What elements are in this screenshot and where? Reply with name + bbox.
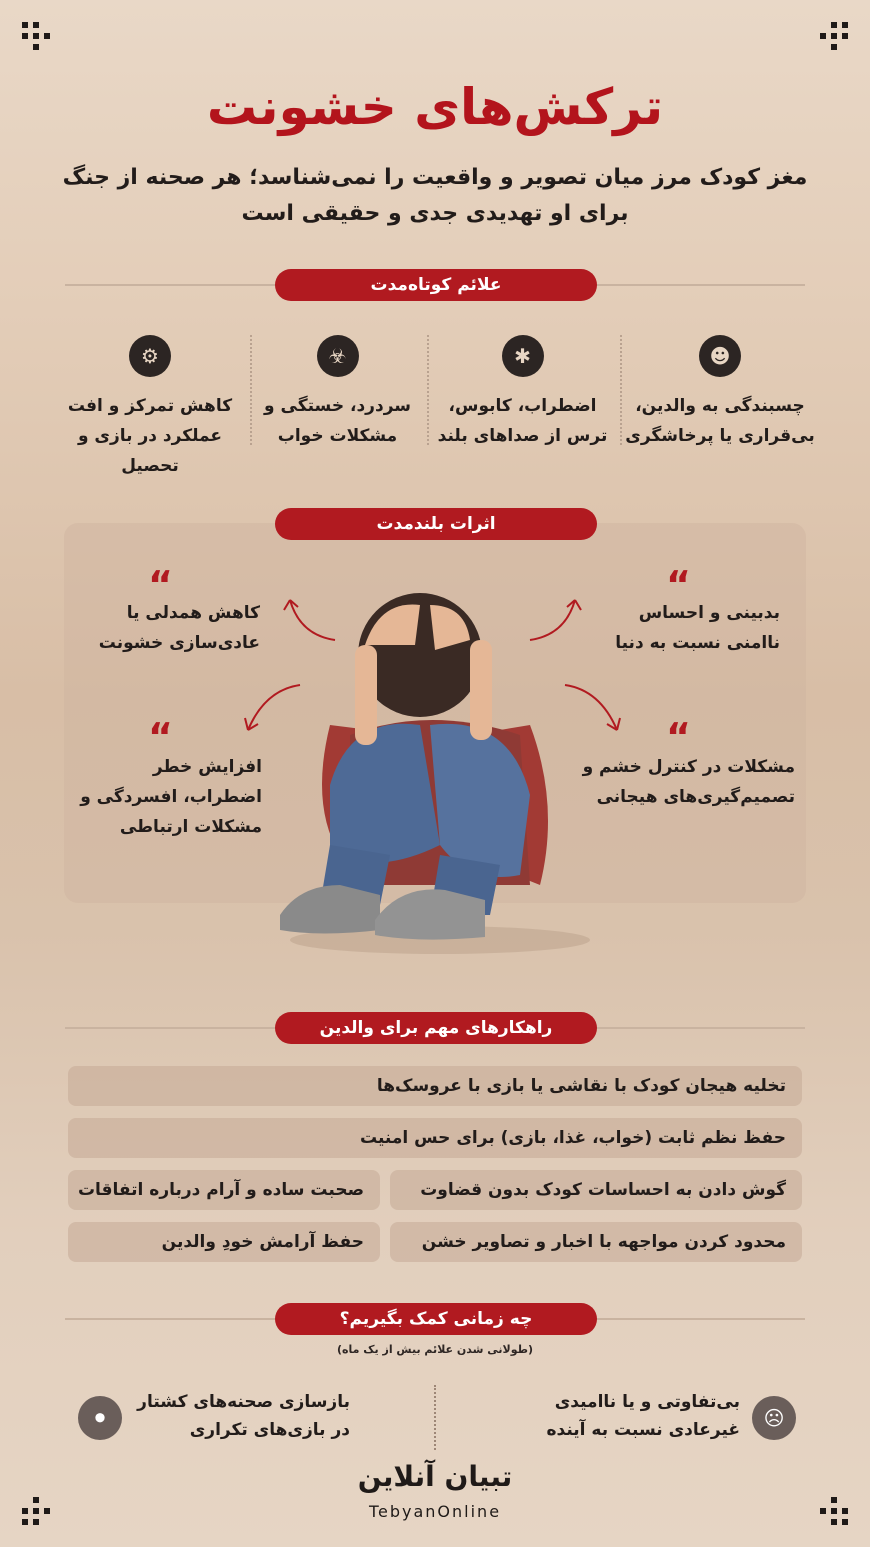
- arrow-decoration: [525, 585, 585, 645]
- effect-text: کاهش همدلی یا عادی‌سازی خشونت: [98, 603, 260, 653]
- dotted-divider: [434, 1385, 436, 1450]
- effect-text: مشکلات در کنترل خشم و تصمیم‌گیری‌های هیجانی: [582, 757, 795, 807]
- corner-ornament-top-left: [22, 22, 50, 50]
- help-item-text: بازسازی صحنه‌های کشتار در بازی‌های تکراری: [137, 1392, 350, 1440]
- hug-icon: ☻: [699, 335, 741, 377]
- symptom-item: [625, 335, 815, 451]
- sad-face-icon: ☹: [752, 1396, 796, 1440]
- quote-mark-icon: “: [148, 715, 173, 759]
- short-term-heading: علائم کوتاه‌مدت: [275, 269, 597, 301]
- tip-item: محدود کردن مواجهه با اخبار و تصاویر خشن: [390, 1222, 802, 1262]
- long-term-heading: اثرات بلندمدت: [275, 508, 597, 540]
- anxiety-icon: ✱: [502, 335, 544, 377]
- effect-text: بدبینی و احساس ناامنی نسبت به دنیا: [615, 603, 780, 653]
- tip-item: تخلیه هیجان کودک با نقاشی یا بازی با عروسک‌ها: [68, 1066, 802, 1106]
- symptom-text: سردرد، خستگی و مشکلات خواب: [264, 396, 411, 446]
- page-title: ترکش‌های خشونت: [206, 78, 664, 136]
- arrow-decoration: [280, 585, 340, 645]
- dotted-divider: [620, 335, 622, 445]
- quote-mark-icon: “: [666, 563, 691, 607]
- quote-mark-icon: “: [666, 715, 691, 759]
- dotted-divider: [427, 335, 429, 445]
- brand-logo-latin: TebyanOnline: [368, 1502, 502, 1521]
- page-subtitle: مغز کودک مرز میان تصویر و واقعیت را نمی‌شناسد؛ هر صحنه از جنگ برای او تهدیدی جدی و حقیقی است: [62, 165, 808, 226]
- tips-heading: راهکارهای مهم برای والدین: [275, 1012, 597, 1044]
- arrow-decoration: [560, 680, 625, 740]
- bomb-icon: ⚫: [78, 1396, 122, 1440]
- help-item-text: بی‌تفاوتی و یا ناامیدی غیرعادی نسبت به آینده: [546, 1392, 740, 1440]
- symptom-text: اضطراب، کابوس، ترس از صداهای بلند: [437, 396, 608, 446]
- help-note: (طولانی شدن علائم بیش از یک ماه): [336, 1343, 534, 1356]
- tip-item: حفظ آرامش خودِ والدین: [68, 1222, 380, 1262]
- headache-icon: ☣: [317, 335, 359, 377]
- tip-item: صحبت ساده و آرام درباره اتفاقات: [68, 1170, 380, 1210]
- symptom-item: [430, 335, 615, 451]
- effect-text: افزایش خطر اضطراب، افسردگی و مشکلات ارتباطی: [80, 757, 262, 837]
- quote-mark-icon: “: [148, 563, 173, 607]
- help-heading: چه زمانی کمک بگیریم؟: [275, 1303, 597, 1335]
- symptom-text: چسبندگی به والدین، بی‌قراری یا پرخاشگری: [625, 396, 815, 446]
- symptom-item: [60, 335, 240, 481]
- dotted-divider: [250, 335, 252, 445]
- tip-item: حفظ نظم ثابت (خواب، غذا، بازی) برای حس امنیت: [68, 1118, 802, 1158]
- tip-item: گوش دادن به احساسات کودک بدون قضاوت: [390, 1170, 802, 1210]
- symptom-text: کاهش تمرکز و افت عملکرد در بازی و تحصیل: [67, 396, 233, 476]
- symptom-item: [255, 335, 420, 451]
- arrow-decoration: [240, 680, 305, 740]
- brain-icon: ⚙: [129, 335, 171, 377]
- brand-logo: تبیان آنلاین: [357, 1460, 513, 1493]
- corner-ornament-top-right: [820, 22, 848, 50]
